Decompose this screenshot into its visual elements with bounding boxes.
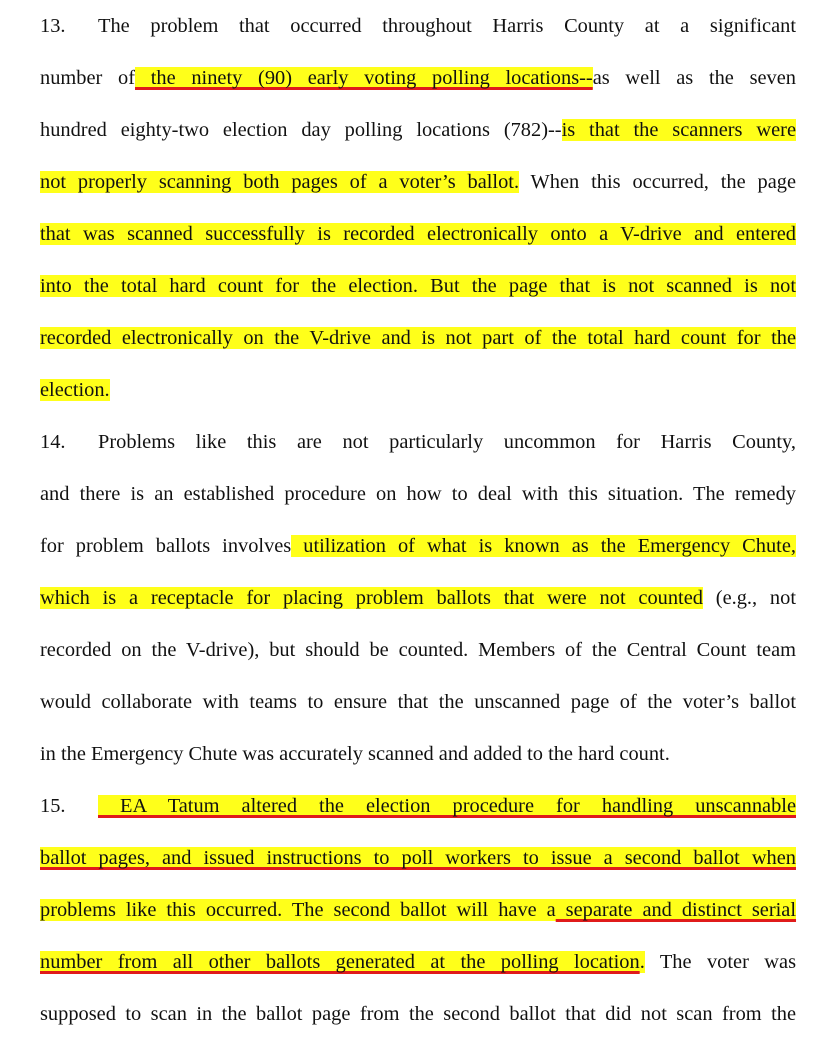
para-15-line-1 <box>40 791 796 821</box>
para-13-line-8 <box>40 375 796 405</box>
highlighted-text: utilization of what is known as the Emergency Chute, <box>291 535 796 557</box>
para-13-text: When this occurred, the page <box>519 171 796 193</box>
para-14-line-7 <box>40 739 796 769</box>
para-13-line-4 <box>40 167 796 197</box>
highlighted-underlined-text: EA Tatum altered the election procedure for handling unscannable <box>98 795 796 817</box>
para-15-line-3 <box>40 895 796 925</box>
para-14-text: (e.g., not <box>702 587 796 609</box>
paragraph-number-15: 15. <box>40 795 66 817</box>
para-15-line-5 <box>40 999 796 1029</box>
para-14-line-1 <box>40 427 796 457</box>
highlighted-text: not properly scanning both pages of a voter’s ballot. <box>40 171 520 193</box>
highlighted-text: problems like this occurred. The second ballot will have a <box>40 899 556 921</box>
paragraph-number-13: 13. <box>40 15 66 37</box>
para-14-line-3 <box>40 531 796 561</box>
highlighted-text: election. <box>40 379 110 401</box>
para-14-line-2 <box>40 479 796 509</box>
para-14-text: for problem ballots involves <box>40 535 292 557</box>
para-14-text: would collaborate with teams to ensure that the unscanned page of the voter’s ballot <box>40 691 796 713</box>
highlighted-underlined-text: separate and distinct serial <box>555 899 797 921</box>
para-14-line-4 <box>40 583 796 613</box>
highlighted-text: recorded electronically on the V-drive and is not part of the total hard count for the <box>40 327 796 349</box>
para-13-text: number of <box>40 67 135 89</box>
para-13-line-5 <box>40 219 796 249</box>
highlighted-text: is that the scanners were <box>561 119 796 141</box>
para-14-line-6 <box>40 687 796 717</box>
para-13-text: The problem that occurred throughout Harris County at a significant <box>98 15 796 37</box>
para-15-line-4 <box>40 947 796 977</box>
para-14-text: in the Emergency Chute was accurately scanned and added to the hard count. <box>40 743 670 765</box>
highlighted-text: into the total hard count for the election. But the page that is not scanned is not <box>40 275 796 297</box>
para-13-line-1 <box>40 11 796 41</box>
para-15-text: The voter was <box>644 951 796 973</box>
para-13-line-7 <box>40 323 796 353</box>
para-15-text: supposed to scan in the ballot page from the second ballot that did not scan from the <box>40 1003 796 1025</box>
para-14-text: Problems like this are not particularly uncommon for Harris County, <box>98 431 796 453</box>
para-13-text: hundred eighty-two election day polling locations (782)-- <box>40 119 562 141</box>
highlighted-text: which is a receptacle for placing problem ballots that were not counted <box>40 587 703 609</box>
para-14-text: recorded on the V-drive), but should be counted. Members of the Central Count team <box>40 639 796 661</box>
para-14-text: and there is an established procedure on how to deal with this situation. The remedy <box>40 483 796 505</box>
para-15-line-2 <box>40 843 796 873</box>
highlighted-underlined-text: the ninety (90) early voting polling locations-- <box>135 67 593 89</box>
highlighted-text: . <box>639 951 645 973</box>
para-13-line-6 <box>40 271 796 301</box>
highlighted-underlined-text: number from all other ballots generated at the polling location <box>40 951 640 973</box>
paragraph-number-14: 14. <box>40 431 66 453</box>
para-14-line-5 <box>40 635 796 665</box>
para-13-line-3 <box>40 115 796 145</box>
para-13-text: as well as the seven <box>592 67 797 89</box>
highlighted-underlined-text: ballot pages, and issued instructions to poll workers to issue a second ballot when <box>40 847 796 869</box>
para-13-line-2 <box>40 63 796 93</box>
highlighted-text: that was scanned successfully is recorded electronically onto a V-drive and entered <box>40 223 796 245</box>
